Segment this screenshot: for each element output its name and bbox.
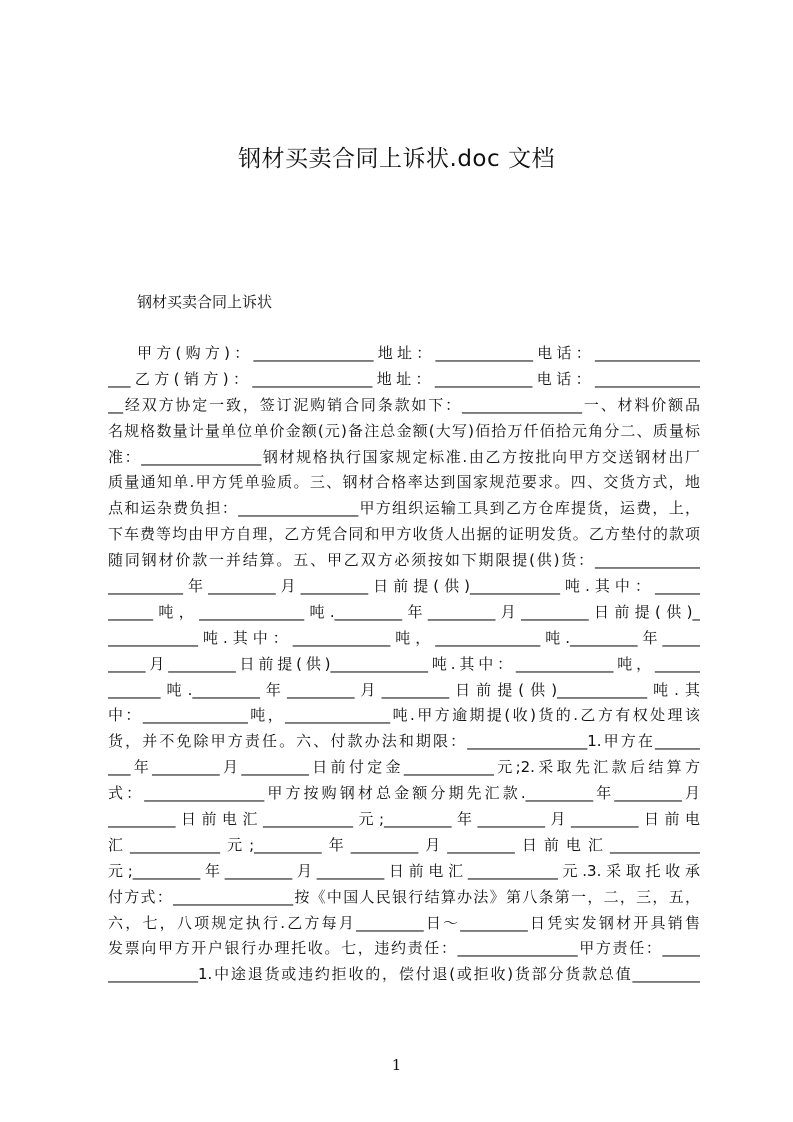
body-line: _________日前电汇____________元;_________年_________月_________日前电 <box>108 810 700 829</box>
body-line: 发票向甲方开户银行办理托收。七，违约责任：________________甲方责任：_____ <box>108 939 700 958</box>
body-line: 付方式：________________按《中国人民银行结算办法》第八条第一，二，三，五， <box>108 887 700 906</box>
body-line: 元;_________年_________月_________日前电汇____________元.3.采取托收承 <box>108 861 700 880</box>
body-line: 货，并不免除甲方责任。六、付款办法和期限：________________1.甲方在______ <box>108 732 700 751</box>
body-line: ____________吨.其中：_____________吨，______________吨._________年_____ <box>108 628 700 647</box>
body-line: ___乙方(销方)：________________地址：_____________电话：______________ <box>108 369 700 388</box>
body-line: ______吨，______________吨._________年_________月_________日前提(供)_ <box>108 602 700 621</box>
body-line: ____________1.中途退货或违约拒收的，偿付退(或拒收)货部分货款总值_________ <box>108 965 700 984</box>
body-line: 质量通知单.甲方凭单验质。三、钢材合格率达到国家规范要求。四、交货方式，地 <box>108 473 700 492</box>
body-line: 中：______________吨，______________吨.甲方逾期提(收)货的.乙方有权处理该 <box>108 706 700 725</box>
body-line: 甲方(购方)：________________地址：_____________电话：______________ <box>137 344 700 362</box>
body-line: ___年_________月_________日前付定金____________元;2.采取先汇款后结算方 <box>108 758 700 777</box>
body-line: 六，七，八项规定执行.乙方每月_________日～_________日凭实发钢材开具销售 <box>108 913 700 932</box>
body-line: 式：________________甲方按购钢材总金额分期先汇款._________年_________月 <box>108 784 700 803</box>
body-line: _____月_________日前提(供)_____________吨.其中：_____________吨，______ <box>108 654 700 673</box>
body-line: __________年_________月_________日前提(供)____________吨.其中：______ <box>108 577 700 596</box>
page-number: 1 <box>391 1056 402 1074</box>
body-line: __经双方协定一致，签订泥购销合同条款如下：________________一、材料价额品 <box>108 395 700 414</box>
body-line: 准：________________钢材规格执行国家规定标准.由乙方按批向甲方交送钢材出厂 <box>108 447 700 466</box>
body-line: 汇____________元;_________年_________月_________日前电汇____________ <box>108 835 700 854</box>
body-line: 下车费等均由甲方自理，乙方凭合同和甲方收货人出据的证明发货。乙方垫付的款项 <box>108 525 700 544</box>
document-title: 钢材买卖合同上诉状.doc 文档 <box>238 146 555 172</box>
body-line: 点和运杂费负担：________________甲方组织运输工具到乙方仓库提货，运费，上， <box>108 499 700 518</box>
document-subtitle: 钢材买卖合同上诉状 <box>137 293 273 311</box>
document-body <box>108 341 700 988</box>
body-line: 随同钢材价款一并结算。五、甲乙双方必须按如下期限提(供)货：______________ <box>108 551 700 570</box>
body-line: 名规格数量计量单位单价金额(元)备注总金额(大写)佰拾万仟佰拾元角分二、质量标 <box>108 421 700 440</box>
body-line: _______吨._________年_________月_________日前提(供)____________吨.其 <box>108 680 700 699</box>
